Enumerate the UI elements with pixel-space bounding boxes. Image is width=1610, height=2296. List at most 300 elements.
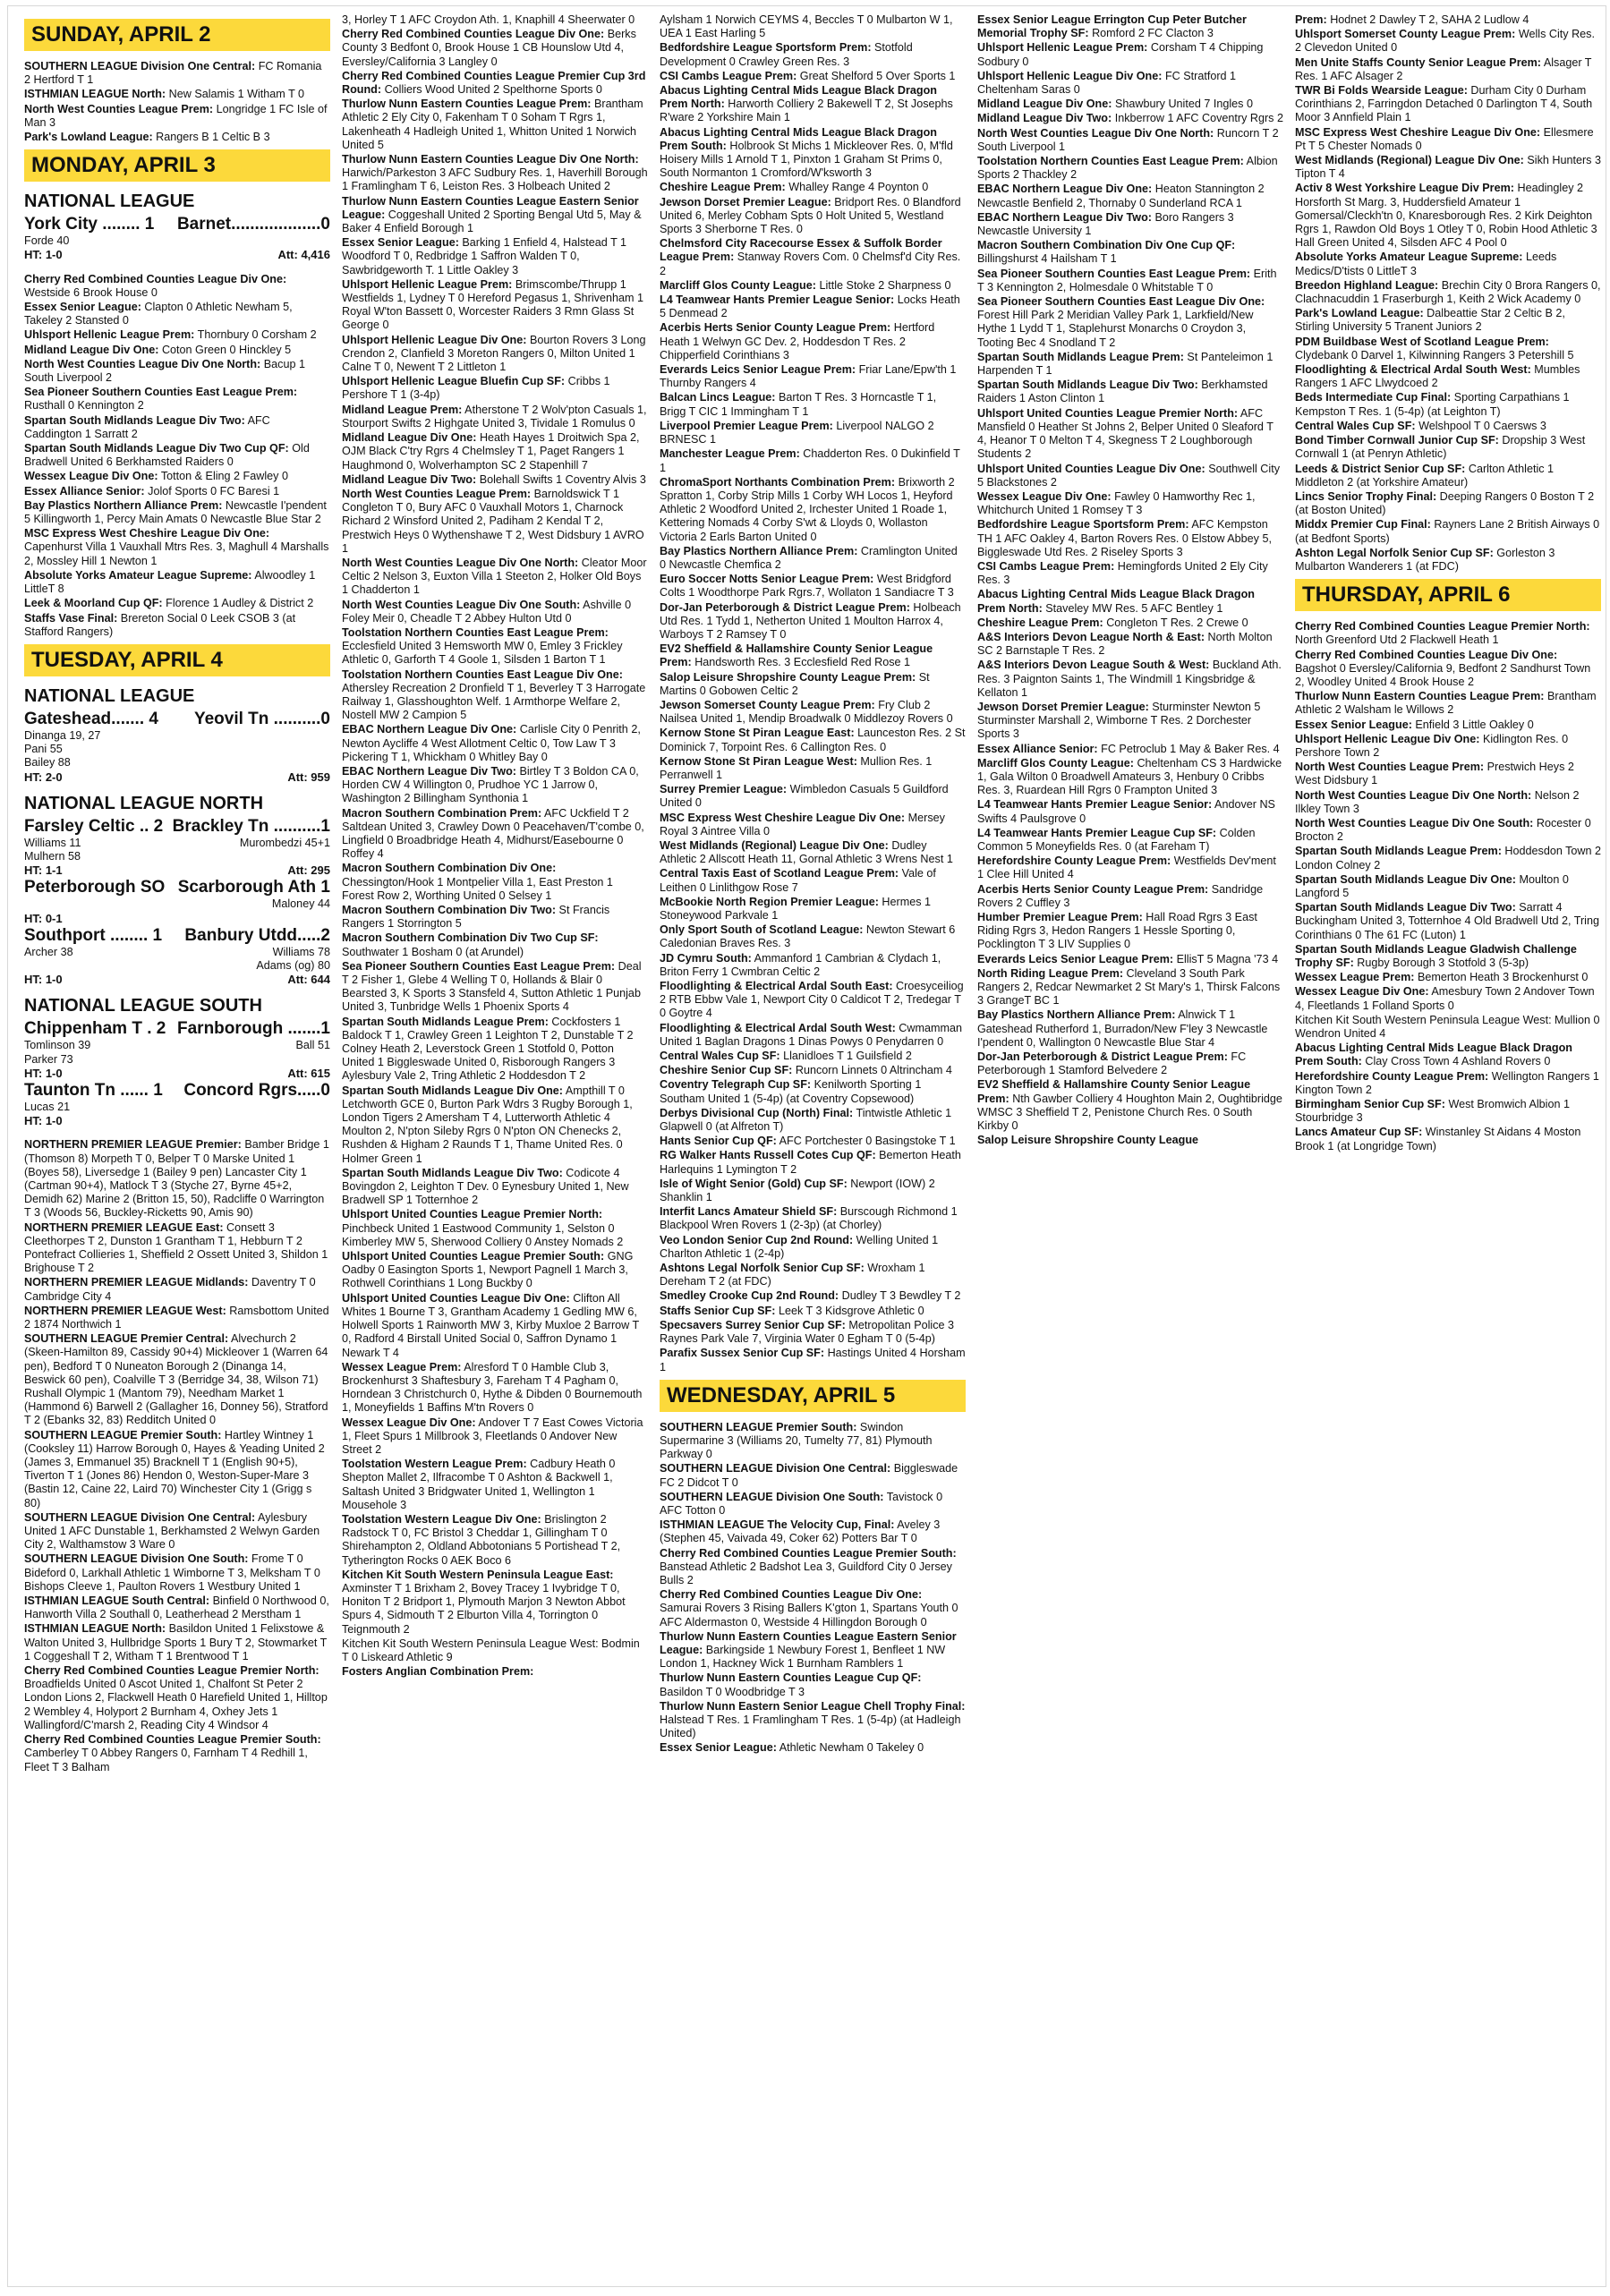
league-name: Toolstation Northern Counties East League Prem: <box>342 625 609 639</box>
league-name: Uhlsport Hellenic League Prem: <box>977 41 1148 55</box>
league-name: Acerbis Herts Senior County League Prem: <box>660 321 891 335</box>
league-name: North West Counties League Prem: <box>342 487 532 500</box>
result-entry <box>24 328 330 342</box>
result-entry <box>24 60 330 87</box>
result-text: Leek T 3 Kidsgrove Athletic 0 <box>778 1304 924 1317</box>
result-entry <box>24 470 330 483</box>
result-entry <box>977 351 1283 378</box>
result-text: West Bromwich Albion 1 Stourbridge 3 <box>1295 1098 1570 1125</box>
league-name: Abacus Lighting Central Mids League Black Dragon Prem South: <box>1295 1042 1572 1068</box>
league-name: Midland League Div Two: <box>977 112 1112 125</box>
result-text: Brimscombe/Thrupp 1 Westfields 1, Lydney T 0 Hereford Pegasus 1, Shrivenham 1 Royal W'ton Bassett 0, Worcester Raiders 3 Rmn Glass St George 0 <box>342 277 643 332</box>
league-name: SOUTHERN LEAGUE Premier South: <box>24 1428 222 1441</box>
league-name: RG Walker Hants Russell Cotes Cup QF: <box>660 1149 876 1162</box>
league-name: Spartan South Midlands League Div Two: <box>24 413 245 427</box>
league-name: Only Sport South of Scotland League: <box>660 923 864 937</box>
league-name: Spartan South Midlands League Div Two Cup QF: <box>24 442 289 455</box>
day-heading: WEDNESDAY, APRIL 5 <box>660 1380 966 1412</box>
scorers-line <box>24 743 330 756</box>
league-name: Balcan Lincs League: <box>660 391 776 404</box>
result-entry <box>1295 943 1601 970</box>
result-entry <box>24 358 330 385</box>
result-entry <box>1295 56 1601 83</box>
league-name: Floodlighting & Electrical Ardal South East: <box>660 980 893 993</box>
competition-heading: NATIONAL LEAGUE <box>24 685 195 706</box>
home-scorers: Williams 11 <box>24 836 81 849</box>
result-text: Deeping Rangers 0 Boston T 2 (at Boston United) <box>1295 489 1595 517</box>
league-name: Lincs Senior Trophy Final: <box>1295 489 1437 503</box>
result-text: Brixworth 2 Spratton 1, Corby Strip Mills 1 Corby WH Locos 1, Heyford Athletic 2 Woodford United 2, Irchester United 1 Roade 1, Kettering Nomads 4 Corby S'wt & Lloyds 0, Wollaston Victoria 2 Earls Barton United 0 <box>660 475 955 543</box>
away-team-score: Yeovil Tn ..........0 <box>193 709 330 728</box>
result-entry <box>1295 182 1601 250</box>
league-name: Derbys Divisional Cup (North) Final: <box>660 1106 854 1119</box>
league-name: Hants Senior Cup QF: <box>660 1135 777 1148</box>
result-entry <box>24 386 330 412</box>
league-name: Abacus Lighting Central Mids League Black Dragon Prem North: <box>977 588 1255 615</box>
result-text: Ammanford 1 Cambrian & Clydach 1, Briton Ferry 1 Cwmbran Celtic 2 <box>660 951 941 978</box>
result-text: Barking 1 Enfield 4, Halstead T 1 Woodford T 0, Redbridge 1 Saffron Walden T 0, Sawbridgeworth T. 1 Little Oakley 3 <box>342 236 627 276</box>
league-name: Wessex League Prem: <box>342 1360 462 1373</box>
league-name: Jewson Dorset Premier League: <box>660 195 831 208</box>
home-scorers: Mulhern 58 <box>24 849 81 863</box>
result-entry <box>1295 690 1601 717</box>
league-name: Uhlsport Hellenic League Div One: <box>1295 732 1480 745</box>
result-text: Holbrook St Michs 1 Mickleover Res. 0, M'fld Hoisery Mills 1 Arnold T 1, Pinxton 1 Graham St Prims 0, South Normanton 1 Cromford/W'ksworth 3 <box>660 139 953 180</box>
result-entry <box>342 473 648 487</box>
league-name: Macron Southern Combination Div One Cup QF: <box>977 239 1236 252</box>
home-team-score: Taunton Tn ...... 1 <box>24 1080 163 1100</box>
day-heading: SUNDAY, APRIL 2 <box>24 19 330 51</box>
result-text: Newton Stewart 6 Caledonian Braves Res. 3 <box>660 923 956 950</box>
result-entry <box>342 1513 648 1568</box>
result-text: Moulton 0 Langford 5 <box>1295 872 1569 899</box>
league-name: Bond Timber Cornwall Junior Cup SF: <box>1295 434 1499 447</box>
result-text: Little Stoke 2 Sharpness 0 <box>819 278 951 292</box>
result-text: Chessington/Hook 1 Montpelier Villa 1, East Preston 1 Forest Row 2, Worthing United 0 Selsey 1 <box>342 875 613 902</box>
result-entry <box>1295 420 1601 433</box>
halftime-attendance <box>24 770 330 784</box>
match-line <box>24 816 330 837</box>
result-text: Llanidloes T 1 Guilsfield 2 <box>783 1050 912 1063</box>
column <box>660 13 966 1756</box>
league-name: Manchester League Prem: <box>660 447 800 461</box>
result-entry <box>1295 789 1601 816</box>
result-entry <box>1295 336 1601 362</box>
league-name: Central Taxis East of Scotland League Prem: <box>660 867 899 880</box>
league-name: Macron Southern Combination Div Two Cup SF: <box>342 931 599 945</box>
away-team-score: Concord Rgrs.....0 <box>183 1080 330 1100</box>
result-entry <box>660 321 966 362</box>
scorers-line <box>24 959 330 973</box>
result-text: Basildon United 1 Felixstowe & Walton United 3, Hullbridge Sports 1 Bury T 2, Stowmarket T 1 Coggeshall T 2, Witham T 1 Brentwood T 1 <box>24 1622 328 1662</box>
league-name: North West Counties League Prem: <box>1295 761 1485 774</box>
match-line <box>24 1080 330 1101</box>
result-text: Ashville 0 Foley Meir 0, Cheadle T 2 Abbey Hulton Utd 0 <box>342 598 632 625</box>
result-entry <box>977 41 1283 68</box>
scorers-line <box>24 897 330 911</box>
league-name: Men Unite Staffs County Senior League Prem: <box>1295 55 1542 69</box>
home-team-score: Chippenham T . 2 <box>24 1019 166 1039</box>
league-name: Sea Pioneer Southern Counties East League Prem: <box>977 267 1251 280</box>
result-text: Thornbury 0 Corsham 2 <box>197 328 317 342</box>
result-entry <box>660 727 966 753</box>
result-text: Durham City 0 Durham Corinthians 2, Farringdon Detached 0 Darlington T 4, South Moor 3 Annfield Plain 1 <box>1295 84 1593 124</box>
result-text: Metropolitan Police 3 Raynes Park Vale 7, Virginia Water 0 Egham T 0 (5-4p) <box>660 1318 954 1346</box>
result-entry <box>342 557 648 598</box>
result-text: Staveley MW Res. 5 AFC Bentley 1 <box>1045 601 1223 615</box>
result-entry <box>24 527 330 568</box>
result-text: Mersey Royal 3 Aintree Villa 0 <box>660 811 945 838</box>
result-text: Longridge 1 FC Isle of Man 3 <box>24 102 328 129</box>
result-entry <box>342 278 648 333</box>
league-name: North West Counties League Div One South: <box>342 598 581 611</box>
result-text: Shawbury United 7 Ingles 0 <box>1114 98 1253 111</box>
result-entry <box>1295 1126 1601 1152</box>
result-entry <box>977 588 1283 615</box>
result-entry <box>342 1416 648 1458</box>
result-entry <box>660 1547 966 1588</box>
result-text: AFC Uckfield T 2 Saltdean United 3, Crawley Down 0 Peacehaven/T'combe 0, Lingfield 0 Broadbridge Heath 4, Midhurst/Easebourne 0 Roffey 4 <box>342 806 644 861</box>
league-name: Staffs Senior Cup SF: <box>660 1304 776 1317</box>
league-name: Bedfordshire League Sportsform Prem: <box>660 41 872 55</box>
result-text: Pinchbeck United 1 Eastwood Community 1, Selston 0 Kimberley MW 5, Sherwood Colliery 0 Anstey Nomads 2 <box>342 1221 624 1248</box>
result-text: Sarratt 4 Buckingham United 3, Totternhoe 4 Old Bradwell Utd 2, Tring Corinthians 0 The 61 FC (Luton) 1 <box>1295 901 1599 941</box>
result-entry <box>660 1234 966 1261</box>
result-text: Colliers Wood United 2 Spelthorne Sports 0 <box>384 83 602 97</box>
result-entry <box>24 88 330 101</box>
league-name: Park's Lowland League: <box>24 131 153 144</box>
result-entry <box>24 1552 330 1594</box>
result-text: Welshpool T 0 Caersws 3 <box>1418 419 1546 432</box>
result-entry <box>1295 307 1601 334</box>
result-text: Billingshurst 4 Hailsham T 1 <box>977 252 1117 266</box>
halftime-score: HT: 0-1 <box>24 911 63 925</box>
league-name: Uhlsport Hellenic League Div One: <box>342 333 527 346</box>
result-entry <box>660 476 966 544</box>
result-entry <box>660 1319 966 1346</box>
result-text: Amesbury Town 2 Andover Town 4, Fleetlands 1 Folland Sports 0 <box>1295 985 1595 1012</box>
league-name: Bay Plastics Northern Alliance Prem: <box>24 498 223 512</box>
halftime-score: HT: 1-1 <box>24 863 63 878</box>
result-text: Florence 1 Audley & District 2 <box>166 597 314 610</box>
result-entry <box>660 1262 966 1288</box>
home-team-score: Farsley Celtic .. 2 <box>24 816 164 836</box>
result-text: Hodnet 2 Dawley T 2, SAHA 2 Ludlow 4 <box>1330 13 1529 26</box>
away-scorers: Adams (og) 80 <box>256 958 330 972</box>
result-text: Friar Lane/Epw'th 1 Thurnby Rangers 4 <box>660 363 957 390</box>
result-entry <box>342 1458 648 1512</box>
league-name: CSI Cambs League Prem: <box>977 559 1115 573</box>
league-name: Bay Plastics Northern Alliance Prem: <box>660 544 858 557</box>
result-entry <box>24 1733 330 1774</box>
result-entry <box>977 953 1283 966</box>
league-name: SOUTHERN LEAGUE Division One Central: <box>24 1510 256 1524</box>
result-entry <box>342 1084 648 1166</box>
result-entry <box>660 1289 966 1303</box>
league-name: Interfit Lancs Amateur Shield SF: <box>660 1205 838 1219</box>
result-entry <box>977 98 1283 111</box>
home-scorers: Pani 55 <box>24 743 63 756</box>
result-entry <box>24 344 330 357</box>
result-entry <box>1295 649 1601 690</box>
result-entry <box>977 883 1283 910</box>
result-text: Bridport Res. 0 Blandford United 6, Merley Cobham Spts 0 Holt United 5, Westland Sports 3 Sherborne T Res. 0 <box>660 195 961 236</box>
league-name: Spartan South Midlands League Prem: <box>342 1015 549 1028</box>
result-entry <box>24 1664 330 1732</box>
home-team-score: Peterborough SO <box>24 878 166 897</box>
away-scorers: Ball 51 <box>295 1039 330 1052</box>
result-entry <box>660 1078 966 1105</box>
result-entry <box>342 195 648 236</box>
result-entry <box>342 765 648 806</box>
halftime-score: HT: 1-0 <box>24 1066 63 1080</box>
result-entry <box>660 13 966 40</box>
result-text: Alnwick T 1 Gateshead Rutherford 1, Burradon/New F'ley 3 Newcastle I'pendent 0, Wallington 0 Newcastle Blue Star 4 <box>977 1008 1268 1049</box>
halftime-attendance <box>24 1067 330 1080</box>
result-text: Dalbeattie Star 2 Celtic B 2, Stirling University 5 Tranent Juniors 2 <box>1295 307 1565 334</box>
league-name: Spartan South Midlands League Prem: <box>1295 845 1502 858</box>
result-entry <box>1295 363 1601 390</box>
league-name: L4 Teamwear Hants Premier League Senior: <box>977 798 1213 812</box>
league-name: Bedfordshire League Sportsform Prem: <box>977 518 1189 531</box>
attendance: Att: 644 <box>287 973 330 987</box>
result-entry <box>1295 1042 1601 1068</box>
league-name: Cheshire Senior Cup SF: <box>660 1064 793 1077</box>
spacer <box>24 1127 330 1138</box>
result-text: Westfields Dev'ment 1 Clee Hill United 4 <box>977 855 1276 881</box>
result-text: GNG Oadby 0 Easington Sports 1, Newport Pagnell 1 March 3, Rothwell Corinthians 1 Long Buckby 0 <box>342 1250 634 1290</box>
scorers-line <box>24 234 330 248</box>
league-name: EBAC Northern League Div Two: <box>977 210 1152 224</box>
result-entry <box>977 268 1283 294</box>
result-text: Locks Heath 5 Denmead 2 <box>660 293 960 320</box>
result-text: Enfield 3 Little Oakley 0 <box>1415 718 1534 731</box>
halftime-score: HT: 1-0 <box>24 973 63 987</box>
league-name: Absolute Yorks Amateur League Supreme: <box>24 568 252 582</box>
league-name: Salop Leisure Shropshire County League Prem: <box>660 670 916 684</box>
result-text: Whalley Range 4 Poynton 0 <box>788 181 929 194</box>
result-entry <box>342 1637 648 1664</box>
league-name: Toolstation Northern Counties East League Div One: <box>342 668 623 681</box>
result-entry <box>660 699 966 726</box>
league-name: EV2 Sheffield & Hallamshire County Senior League Prem: <box>977 1078 1251 1105</box>
result-entry <box>342 488 648 556</box>
result-text: Stotfold Development 0 Crawley Green Res. 3 <box>660 41 913 68</box>
league-name: Cherry Red Combined Counties League Premier South: <box>24 1733 321 1747</box>
result-entry <box>24 612 330 639</box>
result-entry <box>977 757 1283 798</box>
result-entry <box>660 1107 966 1134</box>
league-name: Spartan South Midlands League Div One: <box>342 1084 564 1097</box>
league-name: Midland League Prem: <box>342 403 463 416</box>
result-entry <box>977 659 1283 700</box>
result-text: Berks County 3 Bedfont 0, Brook House 1 CB Hounslow Utd 4, Eversley/California 3 Langley 0 <box>342 28 636 68</box>
result-entry <box>660 1462 966 1489</box>
result-text: Andover NS Swifts 4 Paulsgrove 0 <box>977 798 1275 825</box>
result-text: FC Stratford 1 Cheltenham Saras 0 <box>977 69 1237 97</box>
result-text: Cheltenham CS 3 Hardwicke 1, Gala Wilton 0 Broadwell Amateurs 3, Henbury 0 Cribbs Res. 3, Ruardean Hill Rgrs 0 Frampton United 3 <box>977 756 1282 797</box>
league-name: L4 Teamwear Hants Premier League Senior: <box>660 293 895 307</box>
column <box>342 13 648 1679</box>
league-name: Central Wales Cup SF: <box>660 1050 780 1063</box>
competition-heading: NATIONAL LEAGUE NORTH <box>24 793 264 813</box>
result-text: Bemerton Heath 3 Brockenhurst 0 <box>1417 971 1589 984</box>
league-name: MSC Express West Cheshire League Div One: <box>1295 125 1541 139</box>
result-text: Cadbury Heath 0 Shepton Mallet 2, Ilfracombe T 0 Ashton & Backwell 1, Saltash United 3 Bridgwater United 1, Wellington 1 Mousehole 3 <box>342 1458 616 1511</box>
result-entry <box>342 1208 648 1249</box>
result-text: Holbeach Utd Res. 1 Tydd 1, Netherton United 1 Moulton Harrox 4, Warboys T 2 Ramsey T 0 <box>660 600 961 641</box>
result-text: Mullion Res. 1 Perranwell 1 <box>660 754 933 781</box>
result-entry <box>342 599 648 625</box>
result-text: Carlton Athletic 1 Middleton 2 (at Yorkshire Amateur) <box>1295 462 1555 489</box>
league-name: Sea Pioneer Southern Counties East League Div One: <box>977 295 1265 309</box>
league-name: Cherry Red Combined Counties League Premier Cup 3rd Round: <box>342 69 646 97</box>
league-name: Midland League Div One: <box>24 343 159 356</box>
result-text: Nth Gawber Colliery 4 Houghton Main 2, Oughtibridge WMSC 3 Sheffield T 2, Penistone Church Res. 0 South Kirkby 0 <box>977 1092 1282 1133</box>
halftime-attendance <box>24 973 330 986</box>
result-text: Carlisle City 0 Penrith 2, Newton Aycliffe 4 West Allotment Celtic 0, Tow Law T 3 Pickering T 1, Whickham 0 Whitley Bay 0 <box>342 723 641 763</box>
result-entry <box>660 293 966 320</box>
result-entry <box>342 1167 648 1208</box>
result-entry <box>977 1078 1283 1133</box>
result-entry <box>342 1361 648 1416</box>
result-text: Runcorn Linnets 0 Altrincham 4 <box>795 1064 952 1077</box>
scorers-line <box>24 729 330 743</box>
result-text: Rugby Borough 3 Stotfold 3 (5-3p) <box>1357 957 1529 969</box>
result-entry <box>660 642 966 669</box>
result-entry <box>660 237 966 278</box>
league-name: Cherry Red Combined Counties League Div One: <box>660 1588 923 1602</box>
result-entry <box>660 601 966 642</box>
league-name: Essex Senior League: <box>1295 718 1412 731</box>
league-name: Cherry Red Combined Counties League Div One: <box>342 28 605 41</box>
result-text: Basildon T 0 Woodbridge T 3 <box>660 1685 805 1698</box>
league-name: NORTHERN PREMIER LEAGUE East: <box>24 1220 224 1234</box>
league-name: Leeds & District Senior Cup SF: <box>1295 462 1466 475</box>
result-entry <box>342 153 648 194</box>
result-entry <box>1295 873 1601 900</box>
league-name: Essex Alliance Senior: <box>24 484 145 497</box>
halftime-attendance <box>24 912 330 925</box>
league-name: EV2 Sheffield & Hallamshire County Senior League Prem: <box>660 642 933 669</box>
result-text: Clifton All Whites 1 Bourne T 3, Grantham Academy 1 Gedling MW 6, Holwell Sports 1 Rainworth MW 3, Kirby Muxloe 2 Barrow T 0, Radford 4 Birstall United Social 0, Saffron Dynamo 1 Newark T 4 <box>342 1291 639 1359</box>
result-entry <box>342 862 648 903</box>
result-entry <box>1295 154 1601 181</box>
match-line <box>24 1018 330 1039</box>
home-team-score: Gateshead....... 4 <box>24 709 158 728</box>
league-name: SOUTHERN LEAGUE Division One Central: <box>24 60 256 72</box>
league-name: Abacus Lighting Central Mids League Black Dragon Prem South: <box>660 125 937 152</box>
result-entry <box>977 13 1283 40</box>
result-entry <box>24 1429 330 1510</box>
result-text: Prestwich Heys 2 West Didsbury 1 <box>1295 761 1574 787</box>
result-entry <box>342 13 648 27</box>
result-entry <box>660 363 966 390</box>
league-name: Central Wales Cup SF: <box>1295 419 1416 432</box>
league-name: Isle of Wight Senior (Gold) Cup SF: <box>660 1177 848 1190</box>
result-entry <box>342 334 648 375</box>
result-text: Ramsbottom United 2 1874 Northwich 1 <box>24 1304 329 1331</box>
league-name: Sea Pioneer Southern Counties East League Prem: <box>342 959 616 973</box>
result-text: Rocester 0 Brocton 2 <box>1295 816 1591 844</box>
result-text: Rangers B 1 Celtic B 3 <box>156 131 270 144</box>
result-entry <box>977 1050 1283 1077</box>
result-entry <box>977 490 1283 517</box>
league-name: Uhlsport Somerset County League Prem: <box>1295 28 1516 41</box>
result-text: Newcastle I'pendent 5 Killingworth 1, Percy Main Amats 0 Newcastle Blue Star 2 <box>24 498 327 526</box>
league-name: Macron Southern Combination Div Two: <box>342 904 557 916</box>
result-entry <box>24 1305 330 1331</box>
result-entry <box>660 1741 966 1755</box>
league-name: SOUTHERN LEAGUE Division One Central: <box>660 1462 891 1475</box>
result-entry <box>1295 434 1601 461</box>
league-name: Dor-Jan Peterborough & District League Prem: <box>977 1050 1228 1064</box>
result-text: Alresford T 0 Hamble Club 3, Brockenhurst 3 Shaftesbury 3, Fareham T 4 Pagham 0, Horndean 3 Christchurch 0, Hythe & Dibden 0 Bournemouth 1, Moneyfields 1 Baffins M'tn Rovers 0 <box>342 1360 643 1415</box>
competition-heading: NATIONAL LEAGUE <box>24 191 195 212</box>
result-entry <box>1295 1014 1601 1041</box>
league-name: Essex Senior League: <box>660 1741 777 1755</box>
result-text: Kenilworth Sporting 1 Southam United 1 (5-4p) (at Coventry Copsewood) <box>660 1078 922 1105</box>
result-entry <box>1295 845 1601 872</box>
league-name: Marcliff Glos County League: <box>977 756 1134 770</box>
result-text: Sporting Carpathians 1 Kempston T Res. 1 (5-4p) (at Leighton T) <box>1295 391 1570 418</box>
result-text: Albion Sports 2 Thackley 2 <box>977 155 1278 182</box>
result-text: Bagshot 0 Eversley/California 9, Bedfont 2 Sandhurst Town 2, Woodley United 4 Brook House 2 <box>1295 661 1591 688</box>
result-entry <box>660 1347 966 1373</box>
result-text: Leeds Medics/D'tists 0 LittleT 3 <box>1295 251 1557 277</box>
league-name: Prem: <box>1295 13 1327 26</box>
league-name: SOUTHERN LEAGUE Division One South: <box>660 1490 884 1503</box>
result-text: Hoddesdon Town 2 London Colney 2 <box>1295 845 1602 872</box>
home-scorers: Forde 40 <box>24 234 70 248</box>
league-name: North Riding League Prem: <box>977 966 1124 980</box>
result-text: 3, Horley T 1 AFC Croydon Ath. 1, Knaphill 4 Sheerwater 0 <box>342 13 635 26</box>
result-text: Totton & Eling 2 Fawley 0 <box>160 470 288 483</box>
result-entry <box>24 569 330 596</box>
league-name: Floodlighting & Electrical Ardal South West: <box>660 1021 896 1034</box>
league-name: North West Counties League Div One North: <box>977 126 1214 140</box>
result-entry <box>660 279 966 293</box>
league-name: Uhlsport United Counties League Premier South: <box>342 1250 605 1263</box>
league-name: Spartan South Midlands League Div Two: <box>977 378 1198 392</box>
league-name: CSI Cambs League Prem: <box>660 69 797 82</box>
result-entry <box>660 41 966 68</box>
result-text: Codicote 4 Bovingdon 2, Leighton T Dev. 0 Eynesbury United 1, New Bradwell SP 1 Totternhoe 2 <box>342 1166 629 1207</box>
result-entry <box>342 807 648 862</box>
league-name: MSC Express West Cheshire League Div One: <box>660 811 906 824</box>
league-name: McBookie North Region Premier League: <box>660 895 879 908</box>
scorers-line <box>24 1053 330 1067</box>
match-line <box>24 709 330 729</box>
result-text: Stanway Rovers Com. 0 Chelmsf'd City Res. 2 <box>660 251 961 277</box>
league-name: ISTHMIAN LEAGUE North: <box>24 1622 166 1636</box>
result-entry <box>24 1511 330 1552</box>
result-entry <box>660 839 966 866</box>
result-entry <box>660 783 966 810</box>
league-name: Beds Intermediate Cup Final: <box>1295 391 1452 404</box>
result-entry <box>660 181 966 194</box>
result-text: Wellington Rangers 1 Kington Town 2 <box>1295 1069 1599 1096</box>
league-name: SOUTHERN LEAGUE Division One South: <box>24 1552 249 1566</box>
away-team-score: Brackley Tn ..........1 <box>172 816 330 836</box>
result-text: Winstanley St Aidans 4 Moston Brook 1 (at Longridge Town) <box>1295 1126 1581 1152</box>
league-name: Staffs Vase Final: <box>24 611 118 625</box>
result-entry <box>24 1332 330 1427</box>
league-name: North West Counties League Prem: <box>24 102 214 115</box>
result-entry <box>977 631 1283 658</box>
league-name: Marcliff Glos County League: <box>660 278 816 292</box>
result-entry <box>1295 1098 1601 1125</box>
